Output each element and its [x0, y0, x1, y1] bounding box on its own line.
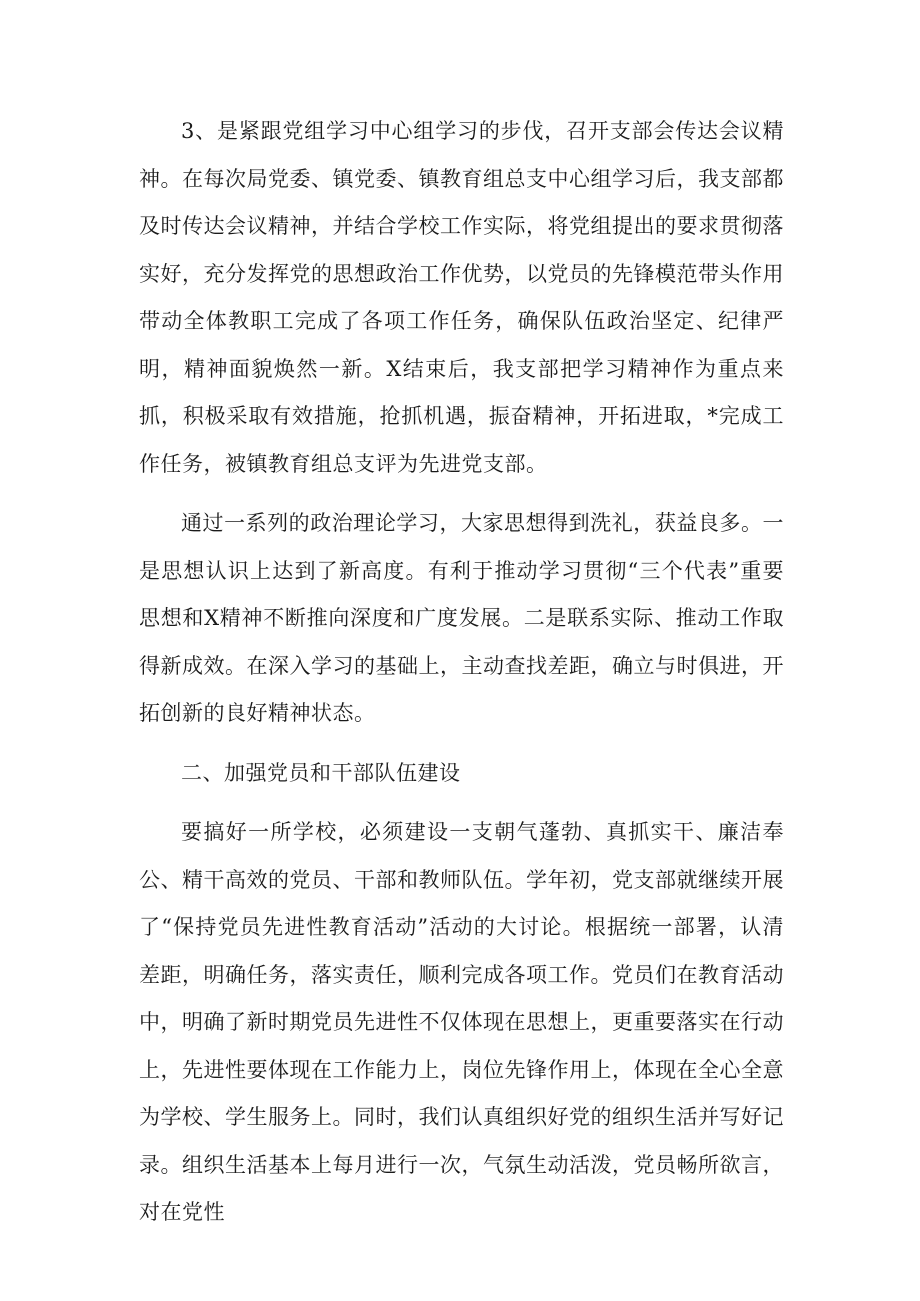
paragraph-theory-study: 通过一系列的政治理论学习，大家思想得到洗礼，获益良多。一是思想认识上达到了新高度。有利于推动学习贯彻“三个代表”重要思想和X精神不断推向深度和广度发展。二是联系实际、推动工作取得新成效。在深入学习的基础上，主动查找差距，确立与时俱进，开拓创新的良好精神状态。: [139, 511, 784, 725]
paragraph-meeting-spirit: 3、是紧跟党组学习中心组学习的步伐，召开支部会传达会议精神。在每次局党委、镇党委、镇教育组总支中心组学习后，我支部都及时传达会议精神，并结合学校工作实际，将党组提出的要求贯彻落实好，充分发挥党的思想政治工作优势，以党员的先锋模范带头作用带动全体教职工完成了各项工作任务，确保队伍政治坚定、纪律严明，精神面貌焕然一新。X结束后，我支部把学习精神作为重点来抓，积极采取有效措施，抢抓机遇，振奋精神，开拓进取，*完成工作任务，被镇教育组总支评为先进党支部。: [139, 119, 784, 476]
document-body: [139, 108, 784, 1237]
section-heading: 二、加强党员和干部队伍建设: [181, 760, 461, 785]
paragraph-team-building: 要搞好一所学校，必须建设一支朝气蓬勃、真抓实干、廉洁奉公、精干高效的党员、干部和教师队伍。学年初，党支部就继续开展了“保持党员先进性教育活动”活动的大讨论。根据统一部署，认清差距，明确任务，落实责任，顺利完成各项工作。党员们在教育活动中，明确了新时期党员先进性不仅体现在思想上，更重要落实在行动上，先进性要体现在工作能力上，岗位先锋作用上，体现在全心全意为学校、学生服务上。同时，我们认真组织好党的组织生活并写好记录。组织生活基本上每月进行一次，气氛生动活泼，党员畅所欲言，对在党性: [139, 820, 784, 1224]
